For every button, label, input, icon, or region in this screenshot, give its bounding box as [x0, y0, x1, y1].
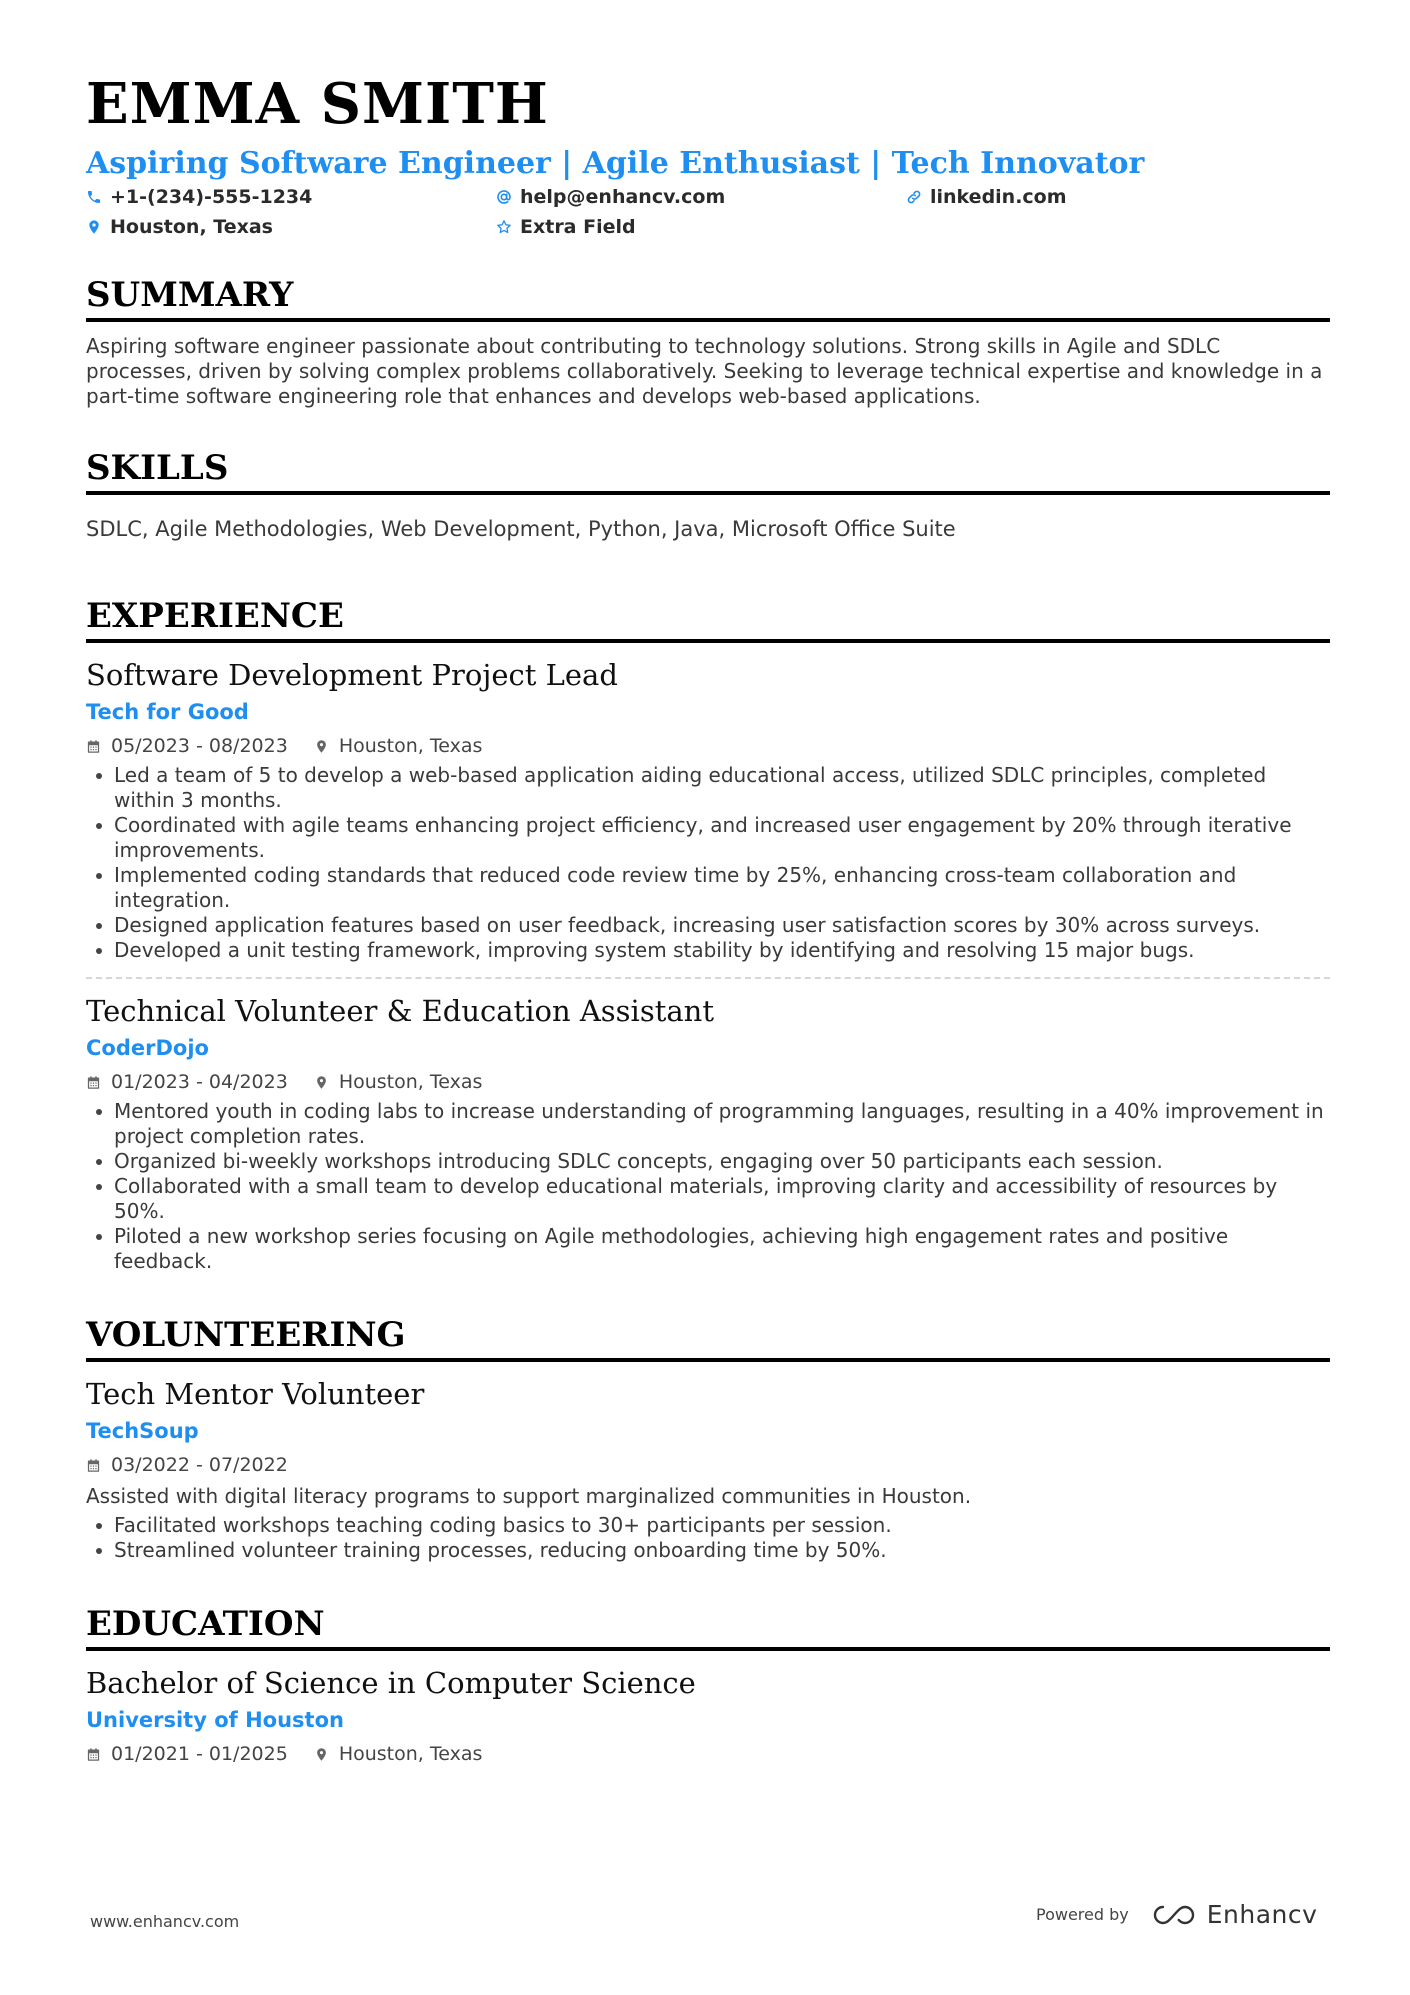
- education-dates: 01/2021 - 01/2025: [86, 1743, 288, 1765]
- map-pin-icon: [314, 1075, 329, 1090]
- at-icon: [496, 189, 512, 205]
- job-bullets: [86, 763, 1330, 963]
- link-icon: [906, 189, 922, 205]
- phone-text: +1-(234)-555-1234: [110, 186, 313, 208]
- brand-logo[interactable]: [1151, 1900, 1318, 1929]
- experience-section: [86, 597, 1330, 1274]
- entry-divider: [86, 977, 1330, 979]
- education-heading: EDUCATION: [86, 1605, 1330, 1651]
- footer-website[interactable]: www.enhancv.com: [90, 1912, 240, 1931]
- education-section: [86, 1605, 1330, 1767]
- volunteer-org: TechSoup: [86, 1419, 199, 1444]
- skills-list: SDLC, Agile Methodologies, Web Development, Python, Java, Microsoft Office Suite: [86, 517, 956, 542]
- brand-name: Enhancv: [1206, 1900, 1318, 1929]
- company-name: Tech for Good: [86, 700, 249, 725]
- bullet-item: Facilitated workshops teaching coding basics to 30+ participants per session.: [86, 1513, 1330, 1538]
- extra-text: Extra Field: [520, 216, 636, 238]
- experience-heading: EXPERIENCE: [86, 597, 1330, 643]
- school-name: University of Houston: [86, 1708, 344, 1733]
- contact-phone: [86, 184, 496, 210]
- volunteer-description: Assisted with digital literacy programs to support marginalized communities in Houston.: [86, 1484, 972, 1509]
- bullet-item: Coordinated with agile teams enhancing project efficiency, and increased user engagement by 20% through iterative improvements.: [86, 813, 1330, 863]
- education-meta: [86, 1741, 1330, 1767]
- job-location: Houston, Texas: [314, 1071, 483, 1093]
- company-name: CoderDojo: [86, 1036, 209, 1061]
- candidate-headline: Aspiring Software Engineer | Agile Enthusiast | Tech Innovator: [86, 146, 1145, 181]
- job-meta: [86, 733, 1330, 759]
- skills-section: [86, 449, 1330, 543]
- calendar-icon: [86, 1747, 101, 1762]
- job-meta: [86, 1069, 1330, 1095]
- candidate-name: EMMA SMITH: [86, 71, 549, 137]
- volunteer-meta: [86, 1452, 1330, 1478]
- bullet-item: Implemented coding standards that reduced code review time by 25%, enhancing cross-team collaboration and integration.: [86, 863, 1330, 913]
- infinity-logo-icon: [1151, 1903, 1197, 1927]
- volunteer-dates: 03/2022 - 07/2022: [86, 1454, 288, 1476]
- job-dates: 05/2023 - 08/2023: [86, 735, 288, 757]
- calendar-icon: [86, 739, 101, 754]
- bullet-item: Collaborated with a small team to develop educational materials, improving clarity and accessibility of resources by 50%.: [86, 1174, 1330, 1224]
- contact-linkedin[interactable]: [906, 184, 1306, 210]
- education-location: Houston, Texas: [314, 1743, 483, 1765]
- summary-heading: SUMMARY: [86, 276, 1330, 322]
- phone-icon: [86, 189, 102, 205]
- volunteer-role: Tech Mentor Volunteer: [86, 1377, 425, 1412]
- job-title: Technical Volunteer & Education Assistant: [86, 994, 714, 1029]
- skills-heading: SKILLS: [86, 449, 1330, 495]
- location-text: Houston, Texas: [110, 216, 273, 238]
- job-dates: 01/2023 - 04/2023: [86, 1071, 288, 1093]
- contact-extra: [496, 214, 906, 240]
- contact-email[interactable]: [496, 184, 906, 210]
- degree-title: Bachelor of Science in Computer Science: [86, 1666, 696, 1701]
- bullet-item: Mentored youth in coding labs to increase understanding of programming languages, resulting in a 40% improvement in project completion rates.: [86, 1099, 1330, 1149]
- bullet-item: Streamlined volunteer training processes, reducing onboarding time by 50%.: [86, 1538, 1330, 1563]
- contact-info: [86, 184, 1330, 240]
- job-location: Houston, Texas: [314, 735, 483, 757]
- job-title: Software Development Project Lead: [86, 658, 618, 693]
- calendar-icon: [86, 1075, 101, 1090]
- experience-entry: [86, 655, 1330, 963]
- summary-text: Aspiring software engineer passionate about contributing to technology solutions. Strong skills in Agile and SDLC processes, driven by solving complex problems collaboratively. Seeking to leverage technical expertise and knowledge in a part-time software engineering role that enhances and develops web-based applications.: [86, 334, 1323, 409]
- experience-entry: [86, 991, 1330, 1274]
- star-icon: [496, 219, 512, 235]
- resume-page: [86, 71, 1330, 1767]
- map-pin-icon: [86, 219, 102, 235]
- contact-location: [86, 214, 496, 240]
- map-pin-icon: [314, 1747, 329, 1762]
- calendar-icon: [86, 1458, 101, 1473]
- bullet-item: Organized bi-weekly workshops introducing SDLC concepts, engaging over 50 participants each session.: [86, 1149, 1330, 1174]
- email-text[interactable]: help@enhancv.com: [520, 186, 726, 208]
- volunteering-section: [86, 1316, 1330, 1563]
- volunteering-heading: VOLUNTEERING: [86, 1316, 1330, 1362]
- bullet-item: Developed a unit testing framework, improving system stability by identifying and resolving 15 major bugs.: [86, 938, 1330, 963]
- bullet-item: Piloted a new workshop series focusing on Agile methodologies, achieving high engagement rates and positive feedback.: [86, 1224, 1330, 1274]
- bullet-item: Designed application features based on user feedback, increasing user satisfaction scores by 30% across surveys.: [86, 913, 1330, 938]
- linkedin-text[interactable]: linkedin.com: [930, 186, 1067, 208]
- powered-by-label: Powered by: [1036, 1905, 1129, 1924]
- volunteer-bullets: [86, 1513, 1330, 1563]
- summary-section: [86, 276, 1330, 409]
- map-pin-icon: [314, 739, 329, 754]
- footer-branding: [1036, 1900, 1317, 1929]
- bullet-item: Led a team of 5 to develop a web-based application aiding educational access, utilized SDLC principles, completed within 3 months.: [86, 763, 1330, 813]
- job-bullets: [86, 1099, 1330, 1274]
